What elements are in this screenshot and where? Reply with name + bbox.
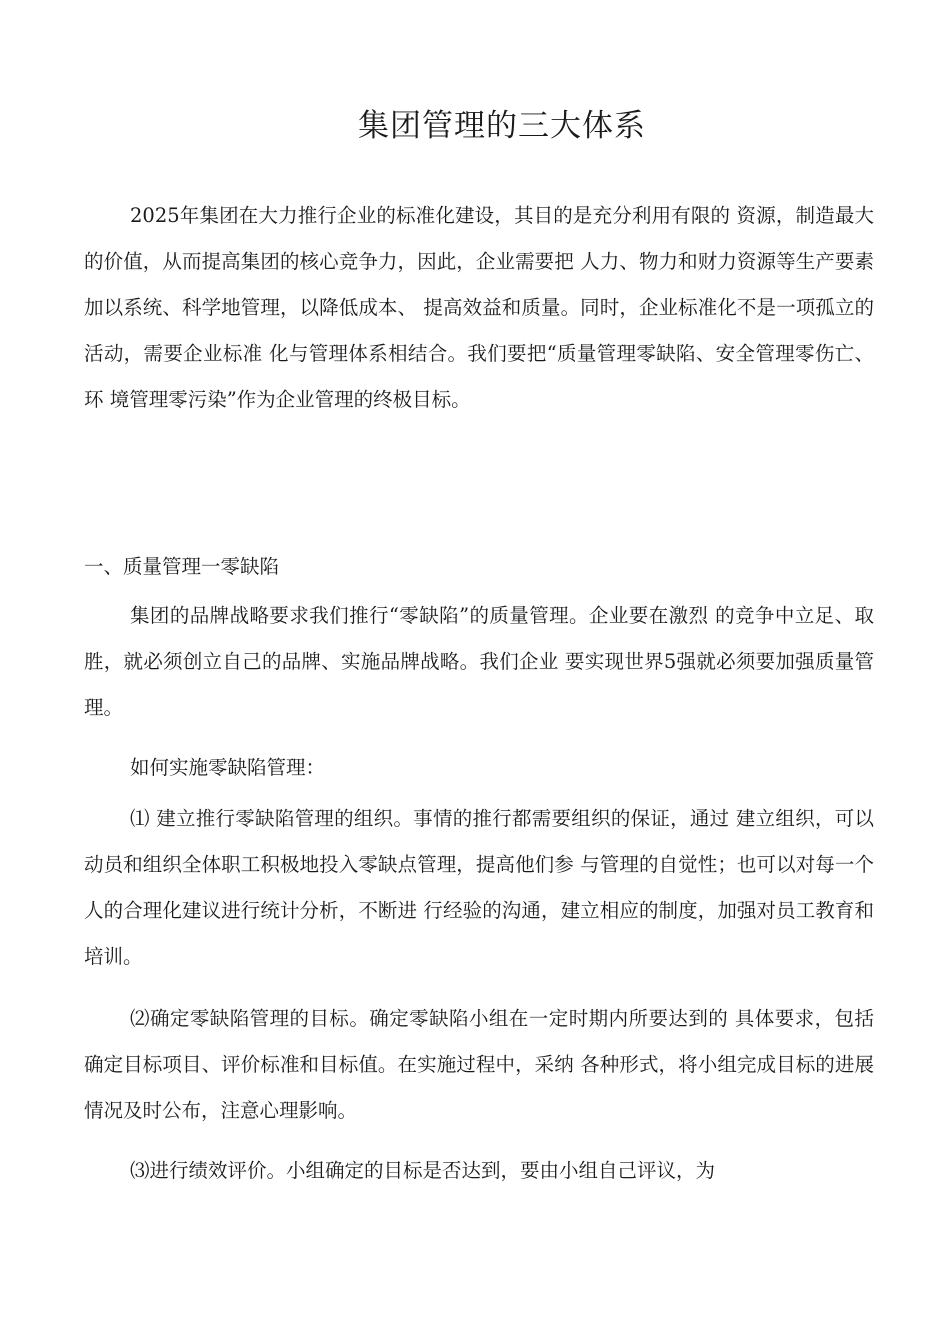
document-title: 集团管理的三大体系 xyxy=(358,108,646,144)
list-item-3: ⑶进行绩效评价。小组确定的目标是否达到，要由小组自己评议，为 xyxy=(130,1159,716,1182)
section-heading-quality: 一、质量管理一零缺陷 xyxy=(84,555,280,578)
intro-paragraph: 2025年集团在大力推行企业的标准化建设，其目的是充分利用有限的 资源，制造最大的价值，从而提高集团的核心竞争力，因此，企业需要把 人力、物力和财力资源等生产要素加以系统、科学地管理，以降低成本、 提高效益和质量。同时，企业标准化不是一项孤立的活动，需要企业标准 化与管理体系相结合。我们要把“质量管理零缺陷、安全管理零伤亡、环 境管理零污染”作为企业管理的终极目标。 xyxy=(84,204,874,411)
section1-paragraph-2: 如何实施零缺陷管理： xyxy=(130,756,326,779)
list-item-2: ⑵确定零缺陷管理的目标。确定零缺陷小组在一定时期内所要达到的 具体要求，包括确定目标项目、评价标准和目标值。在实施过程中，采纳 各种形式，将小组完成目标的进展情况及时公布，注意心理影响。 xyxy=(84,1007,874,1122)
list-item-1: ⑴ 建立推行零缺陷管理的组织。事情的推行都需要组织的保证，通过 建立组织，可以动员和组织全体职工积极地投入零缺点管理，提高他们参 与管理的自觉性；也可以对每一个人的合理化建议进行统计分析，不断进 行经验的沟通，建立相应的制度，加强对员工教育和培训。 xyxy=(84,807,874,968)
section1-paragraph-1: 集团的品牌战略要求我们推行“零缺陷”的质量管理。企业要在激烈 的竞争中立足、取胜，就必须创立自己的品牌、实施品牌战略。我们企业 要实现世界5强就必须要加强质量管理。 xyxy=(84,604,874,719)
